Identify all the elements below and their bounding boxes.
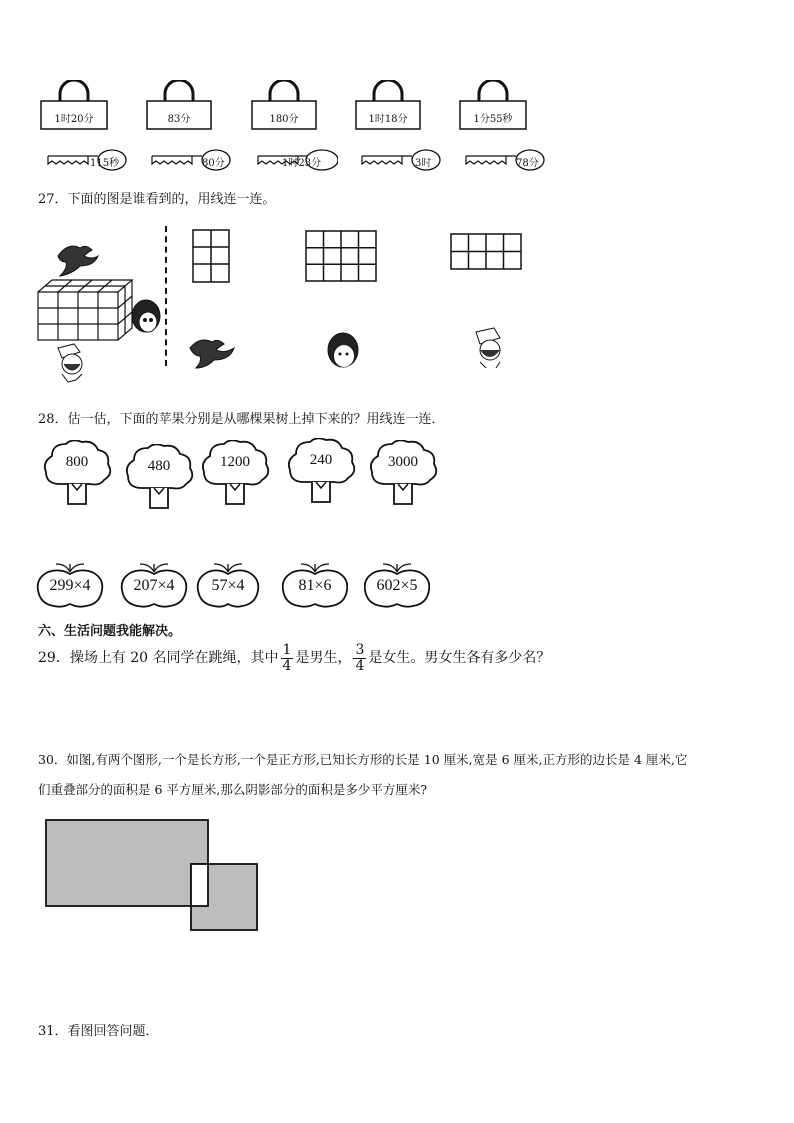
question-30-line1: 30．如图,有两个图形,一个是长方形,一个是正方形,已知长方形的长是 10 厘米,宽是 6 厘米,正方形的边长是 4 厘米,它 bbox=[38, 752, 688, 767]
lock bbox=[251, 80, 317, 130]
key-label: 3时 bbox=[415, 158, 432, 169]
view-grid-2x3 bbox=[192, 229, 232, 289]
bird-icon bbox=[58, 246, 98, 276]
key bbox=[150, 148, 232, 172]
rectangle-shape bbox=[46, 820, 208, 906]
q27-scene bbox=[30, 226, 170, 386]
tree-icon bbox=[200, 440, 270, 506]
view-grid-4x3 bbox=[305, 230, 379, 288]
q29-part1: 29．操场上有 20 名同学在跳绳，其中 bbox=[38, 650, 279, 666]
key-label: 80分 bbox=[202, 158, 225, 169]
apple bbox=[36, 560, 104, 608]
key-label: 1时23分 bbox=[282, 158, 322, 169]
tree-number: 800 bbox=[65, 454, 89, 470]
apple bbox=[282, 560, 348, 608]
tree-number: 3000 bbox=[388, 454, 418, 470]
boy-icon bbox=[58, 344, 82, 382]
question-31: 31．看图回答问题． bbox=[38, 1024, 159, 1039]
fraction-three-quarters: $\frac{3}{4}$ bbox=[355, 641, 365, 674]
apple-expression: 207×4 bbox=[133, 577, 175, 594]
lock-label: 1时18分 bbox=[368, 114, 408, 125]
lock bbox=[459, 80, 527, 130]
lock-label: 1分55秒 bbox=[473, 114, 513, 125]
lock bbox=[355, 80, 421, 130]
boy-icon bbox=[470, 326, 510, 374]
lock-label: 1时20分 bbox=[54, 114, 94, 125]
section-6-title: 六、生活问题我能解决。 bbox=[38, 624, 182, 639]
key bbox=[360, 148, 442, 172]
tree-number: 480 bbox=[147, 458, 171, 474]
overlap-figure bbox=[44, 818, 260, 938]
overlap-region bbox=[191, 864, 208, 906]
apple-expression: 57×4 bbox=[211, 577, 245, 594]
dashed-divider bbox=[165, 226, 167, 366]
q29-part3: 是女生。男女生各有多少名？ bbox=[368, 650, 551, 666]
apple-expression: 602×5 bbox=[376, 577, 418, 594]
girl-icon bbox=[326, 332, 360, 374]
question-29 bbox=[38, 640, 550, 676]
key bbox=[46, 148, 128, 172]
tree-icon bbox=[42, 440, 112, 506]
tree-number: 1200 bbox=[220, 454, 250, 470]
apple-expression: 299×4 bbox=[49, 577, 91, 594]
apple-expression: 81×6 bbox=[298, 577, 332, 594]
tree-icon bbox=[124, 444, 194, 510]
question-30-line2: 们重叠部分的面积是 6 平方厘米,那么阴影部分的面积是多少平方厘米? bbox=[38, 782, 428, 797]
view-grid-4x2 bbox=[450, 233, 524, 277]
lock-label: 83分 bbox=[167, 114, 191, 125]
lock bbox=[146, 80, 212, 130]
apple bbox=[364, 560, 430, 608]
fraction-one-quarter: $\frac{1}{4}$ bbox=[282, 641, 292, 674]
lock bbox=[40, 80, 108, 130]
tree bbox=[286, 438, 356, 504]
key bbox=[256, 148, 338, 172]
question-27: 27．下面的图是谁看到的，用线连一连。 bbox=[38, 192, 276, 207]
apple bbox=[196, 560, 260, 608]
bird-icon bbox=[186, 334, 242, 374]
apple bbox=[120, 560, 188, 608]
tree-icon bbox=[368, 440, 438, 506]
key-label: 78分 bbox=[516, 158, 539, 169]
tree-number: 240 bbox=[309, 452, 333, 468]
lock-label: 180分 bbox=[269, 114, 299, 125]
tree bbox=[368, 440, 438, 506]
tree bbox=[200, 440, 270, 506]
girl-icon bbox=[132, 300, 160, 332]
tree bbox=[124, 444, 194, 510]
tree-icon bbox=[286, 438, 356, 504]
key bbox=[464, 148, 546, 172]
q29-part2: 是男生， bbox=[295, 650, 352, 666]
tree bbox=[42, 440, 112, 506]
key-label: 115秒 bbox=[90, 158, 120, 169]
question-28: 28．估一估，下面的苹果分别是从哪棵果树上掉下来的？用线连一连． bbox=[38, 412, 445, 427]
cube-stack-illustration bbox=[30, 226, 170, 386]
